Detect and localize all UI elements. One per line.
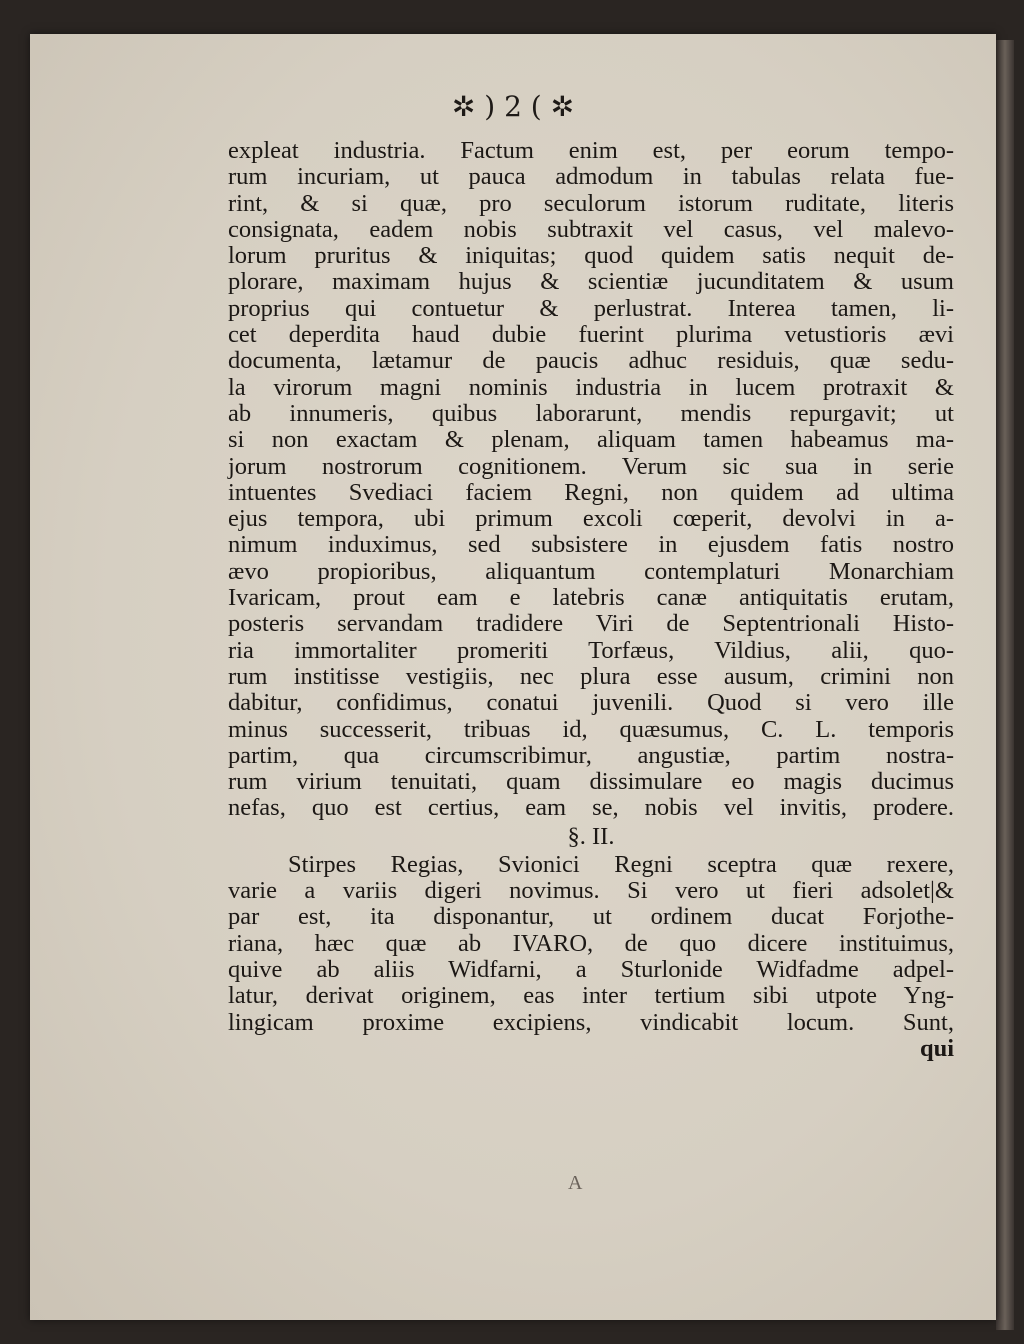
text-line: ab innumeris, quibus laborarunt, mendis repurgavit; ut [228,399,954,427]
text-line: ævo propioribus, aliquantum contemplaturi Monarchiam [228,557,954,585]
book-spine-edge [996,40,1014,1330]
text-line: nimum induximus, sed subsistere in ejusdem fatis nostro [228,531,954,559]
text-line: si non exactam & plenam, aliquam tamen habeamus ma- [228,426,954,454]
text-line: documenta, lætamur de paucis adhuc residuis, quæ sedu- [228,347,954,375]
text-line: rum virium tenuitati, quam dissimulare eo magis ducimus [228,768,954,796]
signature-mark: A [568,1172,583,1194]
text-line: latur, derivat originem, eas inter tertium sibi utpote Yng- [228,982,954,1010]
section-heading: §. II. [567,822,615,850]
text-line: ria immortaliter promeriti Torfæus, Vildius, alii, quo- [228,636,954,664]
text-line: lingicam proxime excipiens, vindicabit locum. Sunt, [228,1008,954,1036]
text-line: Ivaricam, prout eam e latebris canæ antiquitatis erutam, [228,584,954,612]
text-line: jorum nostrorum cognitionem. Verum sic sua in serie [228,452,954,480]
text-line: lorum pruritus & iniquitas; quod quidem satis nequit de- [228,242,954,270]
catchword: qui [919,1034,954,1062]
text-line: proprius qui contuetur & perlustrat. Interea tamen, li- [228,294,954,322]
page-header: ✲ ) 2 ( ✲ [451,90,575,123]
text-line: quive ab aliis Widfarni, a Sturlonide Widfadme adpel- [228,955,954,983]
text-line: expleat industria. Factum enim est, per eorum tempo- [228,137,954,164]
text-line: dabitur, confidimus, conatui juvenili. Quod si vero ille [228,689,954,717]
text-line: riana, hæc quæ ab IVARO, de quo dicere instituimus, [228,929,954,957]
text-line: minus successerit, tribuas id, quæsumus, C. L. temporis [228,715,954,743]
text-line: consignata, eadem nobis subtraxit vel casus, vel malevo- [228,215,954,243]
book-page [30,34,996,1320]
text-line: la virorum magni nominis industria in lucem protraxit & [228,373,954,401]
text-line: varie a variis digeri novimus. Si vero ut fieri adsolet|& [228,877,954,905]
text-line: rum institisse vestigiis, nec plura esse ausum, crimini non [228,662,954,690]
text-line: cet deperdita haud dubie fuerint plurima vetustioris ævi [228,321,954,349]
body-text [228,138,954,1062]
text-line: rum incuriam, ut pauca admodum in tabulas relata fue- [228,163,954,191]
text-line: partim, qua circumscribimur, angustiæ, partim nostra- [228,741,954,769]
text-line: par est, ita disponantur, ut ordinem ducat Forjothe- [228,903,954,931]
text-line: ejus tempora, ubi primum excoli cœperit, devolvi in a- [228,505,954,533]
text-line: Stirpes Regias, Svionici Regni sceptra quæ rexere, [288,850,954,878]
text-line: plorare, maximam hujus & scientiæ jucunditatem & usum [228,268,954,296]
text-line: nefas, quo est certius, eam se, nobis vel invitis, prodere. [228,794,954,822]
text-line: intuentes Svediaci faciem Regni, non quidem ad ultima [228,478,954,506]
text-line: rint, & si quæ, pro seculorum istorum ruditate, literis [228,189,954,217]
text-line: posteris servandam tradidere Viri de Septentrionali Histo- [228,610,954,638]
